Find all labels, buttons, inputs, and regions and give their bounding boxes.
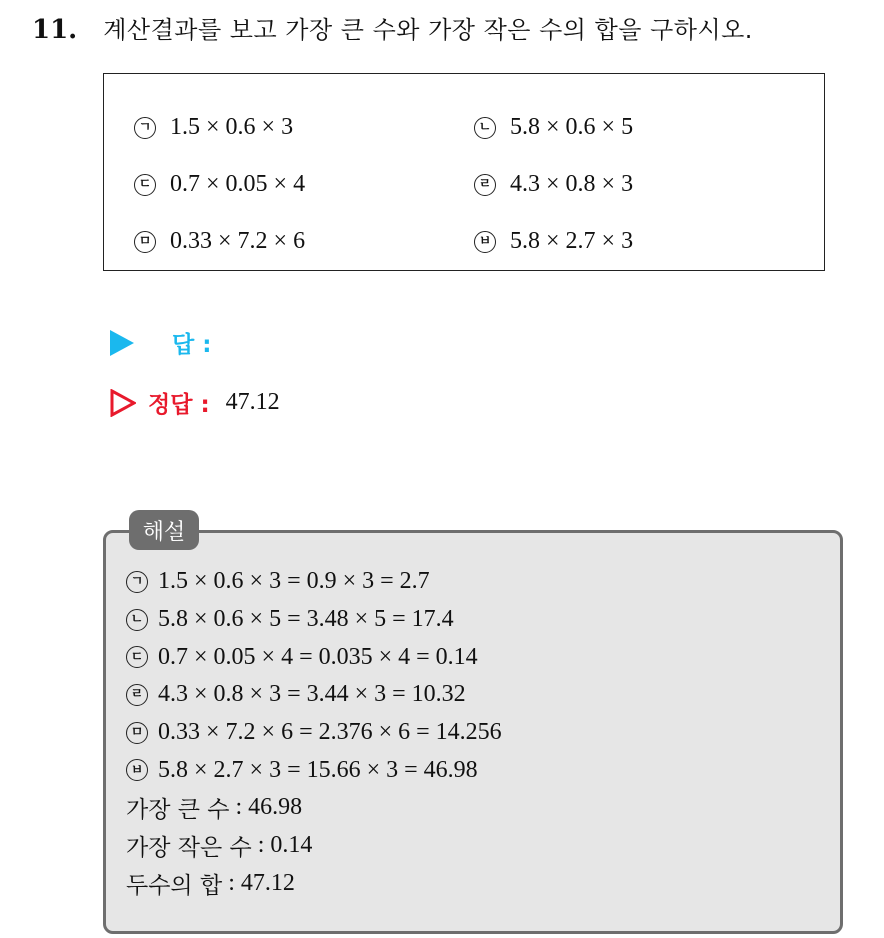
problem-item <box>134 228 305 255</box>
circled-label-icon: ㄱ <box>134 117 156 139</box>
circled-label-icon: ㄱ <box>126 571 148 593</box>
solution-title-tab: 해설 <box>129 510 199 550</box>
summary-separator: : <box>251 832 271 859</box>
summary-separator: : <box>229 794 249 821</box>
question-number: 11. <box>32 15 78 45</box>
solution-step <box>126 563 502 601</box>
solution-step-text: 1.5 × 0.6 × 3 = 0.9 × 3 = 2.7 <box>158 568 430 595</box>
circled-label-icon: ㄹ <box>126 684 148 706</box>
circled-label-icon: ㄴ <box>126 609 148 631</box>
correct-answer-row <box>110 386 280 419</box>
play-arrow-icon <box>110 330 134 356</box>
problem-expression: 5.8 × 2.7 × 3 <box>510 228 634 254</box>
solution-step <box>126 638 502 676</box>
circled-label-icon: ㅁ <box>126 722 148 744</box>
circled-label-icon: ㅂ <box>126 759 148 781</box>
answer-label: 답 : <box>172 332 212 358</box>
problem-expression: 4.3 × 0.8 × 3 <box>510 171 634 197</box>
circled-label-icon: ㅁ <box>134 231 156 253</box>
question-header <box>32 10 753 45</box>
problem-item <box>134 114 293 141</box>
circled-label-icon: ㄴ <box>474 117 496 139</box>
summary-label: 가장 작은 수 <box>126 835 252 862</box>
question-text: 계산결과를 보고 가장 큰 수와 가장 작은 수의 합을 구하시오. <box>103 16 753 44</box>
summary-label: 가장 큰 수 <box>126 797 230 824</box>
summary-value: 0.14 <box>270 832 313 859</box>
problem-expression: 5.8 × 0.6 × 5 <box>510 114 634 140</box>
circled-label-icon: ㅂ <box>474 231 496 253</box>
problem-box <box>103 73 825 271</box>
summary-sum <box>126 865 502 903</box>
circled-label-icon: ㄷ <box>126 646 148 668</box>
solution-step-text: 4.3 × 0.8 × 3 = 3.44 × 3 = 10.32 <box>158 681 466 708</box>
summary-separator: : <box>222 869 241 896</box>
answer-row <box>110 326 227 359</box>
summary-largest <box>126 789 502 827</box>
summary-smallest <box>126 827 502 865</box>
summary-label: 두수의 합 <box>126 872 223 899</box>
solution-step-text: 0.33 × 7.2 × 6 = 2.376 × 6 = 14.256 <box>158 719 502 746</box>
solution-step <box>126 676 502 714</box>
problem-item <box>474 171 633 198</box>
correct-answer-label: 정답 : <box>148 392 210 418</box>
problem-item <box>134 171 305 198</box>
solution-step <box>126 714 502 752</box>
solution-lines <box>126 563 502 902</box>
outline-arrow-icon <box>110 389 136 417</box>
problem-expression: 0.7 × 0.05 × 4 <box>170 171 306 197</box>
correct-answer-value: 47.12 <box>225 389 280 415</box>
problem-expression: 1.5 × 0.6 × 3 <box>170 114 294 140</box>
solution-step <box>126 601 502 639</box>
solution-step-text: 5.8 × 2.7 × 3 = 15.66 × 3 = 46.98 <box>158 756 478 783</box>
solution-step-text: 0.7 × 0.05 × 4 = 0.035 × 4 = 0.14 <box>158 643 478 670</box>
problem-expression: 0.33 × 7.2 × 6 <box>170 228 306 254</box>
summary-value: 46.98 <box>248 794 303 821</box>
circled-label-icon: ㄹ <box>474 174 496 196</box>
problem-item <box>474 114 633 141</box>
solution-step-text: 5.8 × 0.6 × 5 = 3.48 × 5 = 17.4 <box>158 606 454 633</box>
solution-step <box>126 751 502 789</box>
circled-label-icon: ㄷ <box>134 174 156 196</box>
summary-value: 47.12 <box>240 869 295 896</box>
problem-item <box>474 228 633 255</box>
